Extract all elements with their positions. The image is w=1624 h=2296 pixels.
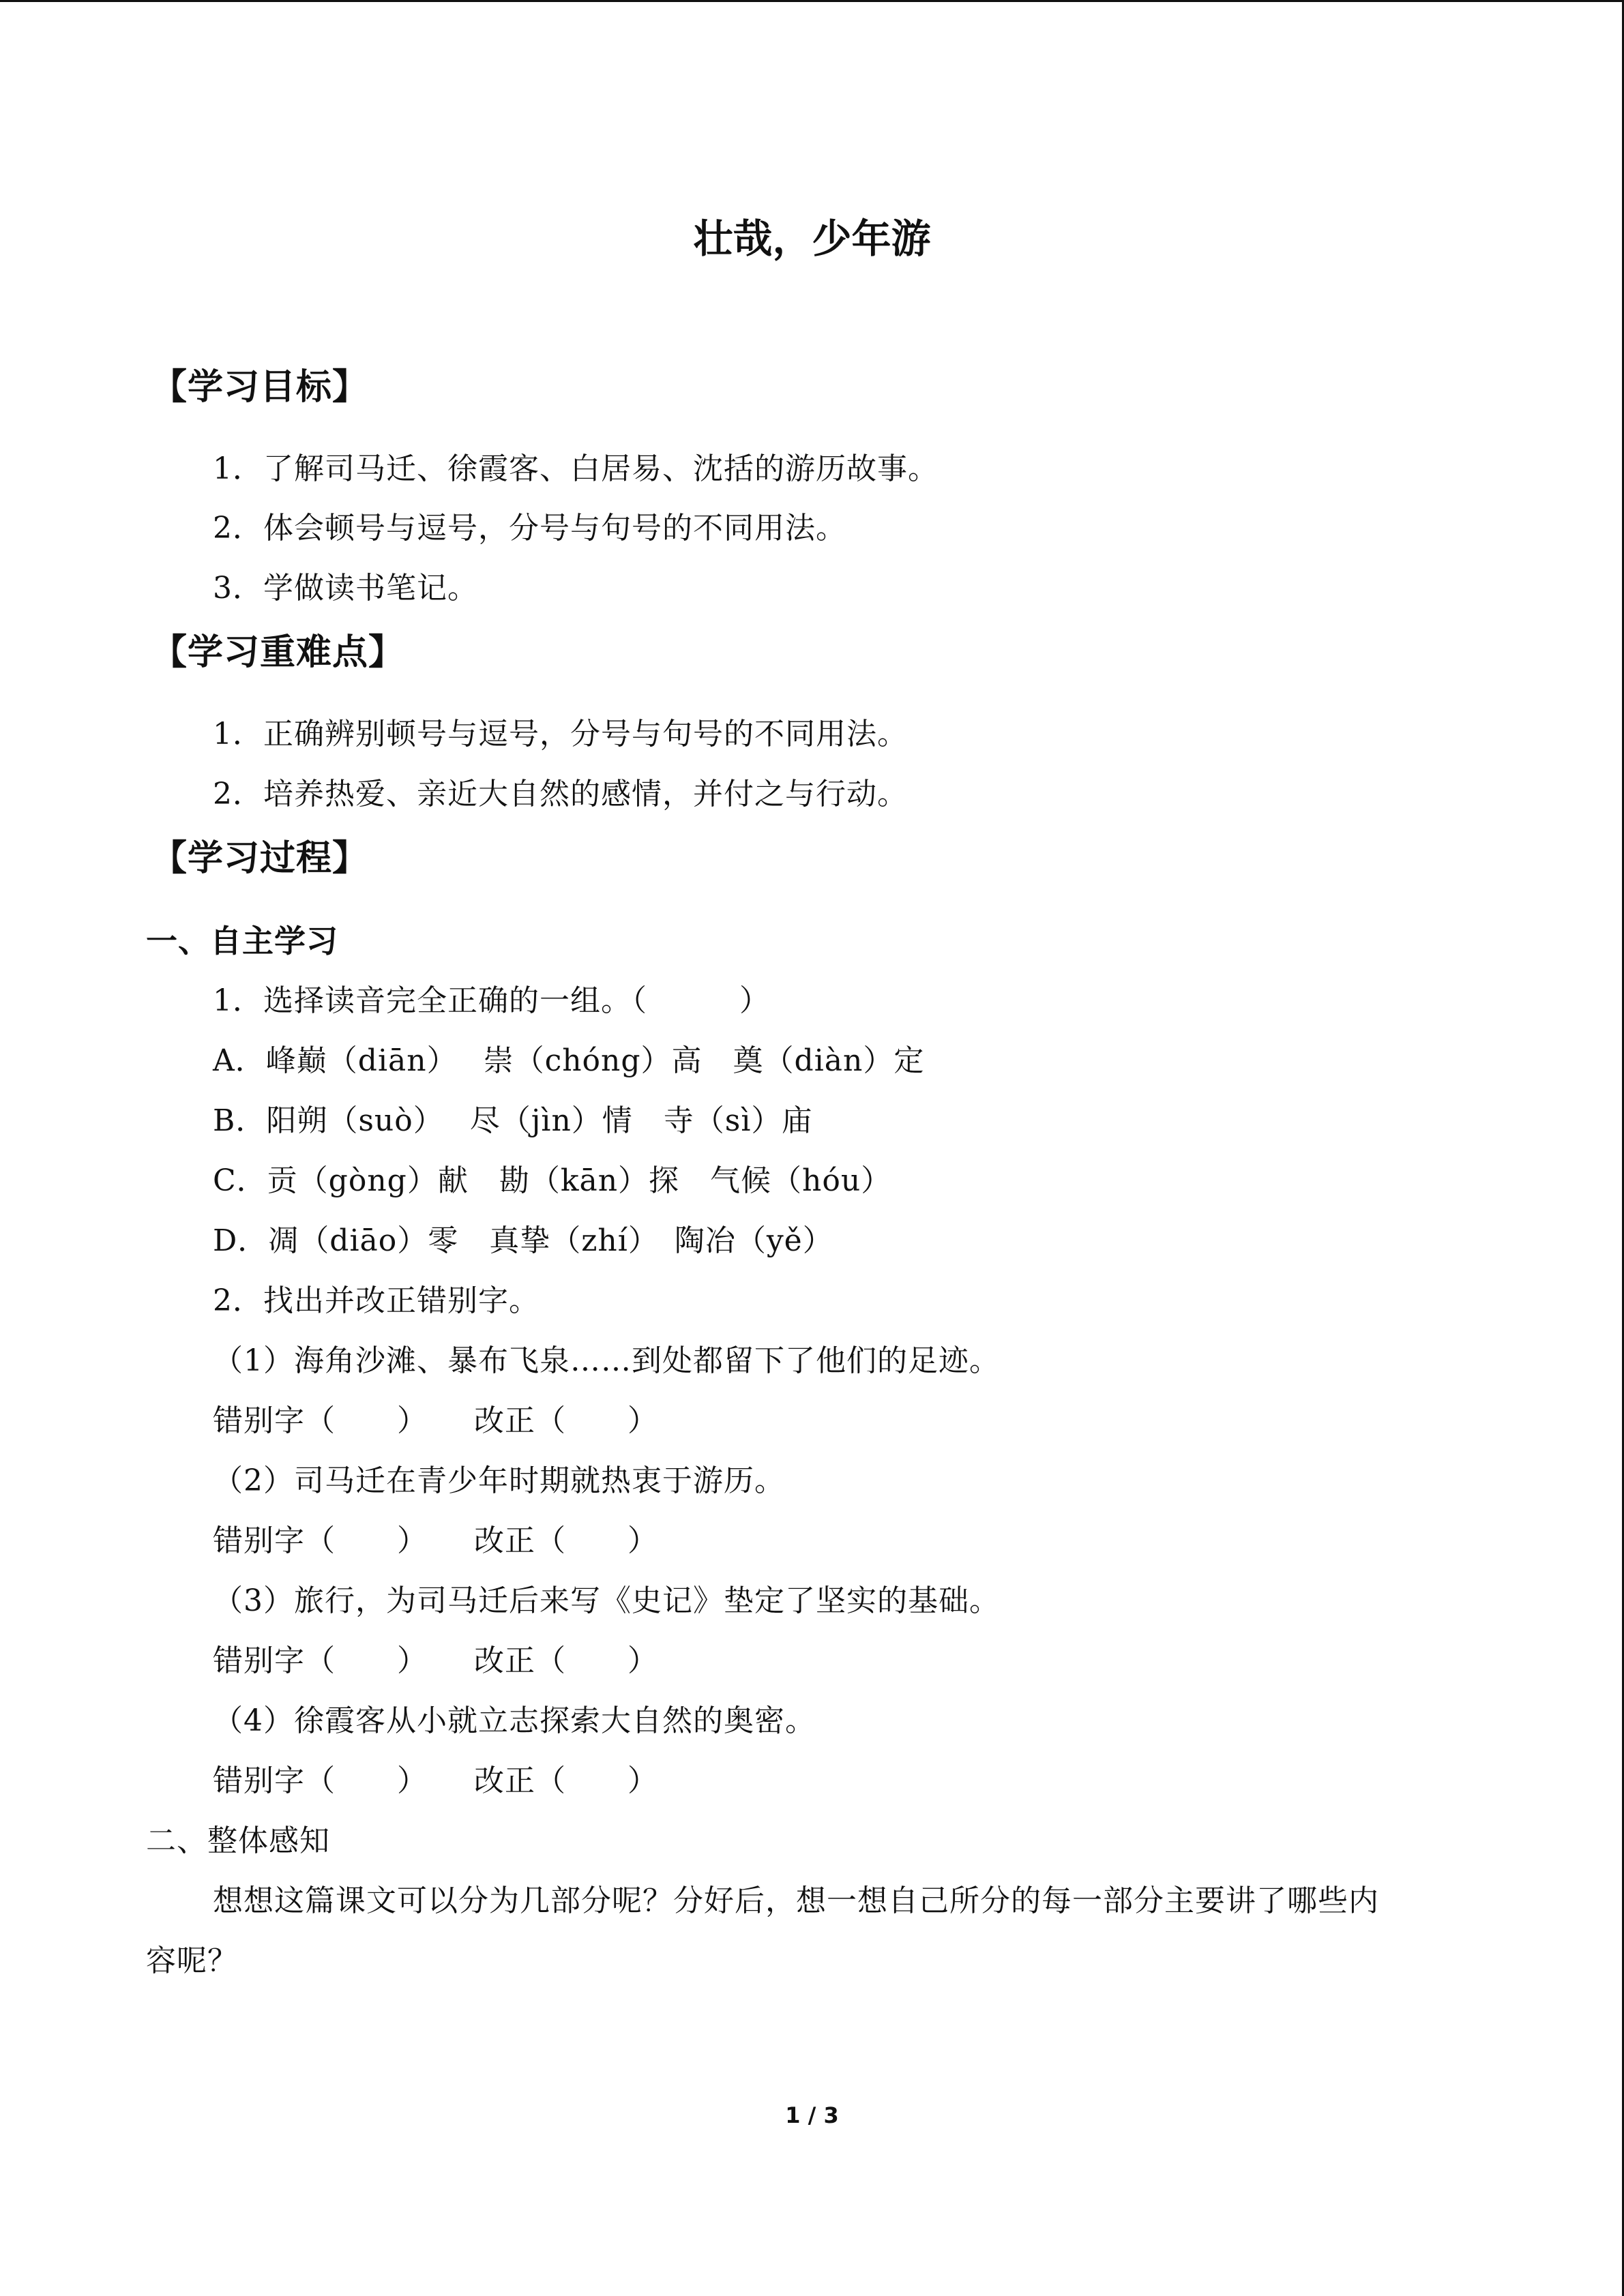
objectives-heading: 【学习目标】 [151, 367, 369, 408]
objective-item-1: 1．了解司马迁、徐霞客、白居易、沈括的游历故事。 [213, 451, 939, 486]
q2-item-1-answer: 错别字（ ） 改正（ ） [213, 1403, 658, 1438]
q2-item-1-sentence: （1）海角沙滩、暴布飞泉……到处都留下了他们的足迹。 [213, 1343, 1000, 1378]
q1-option-d: D．凋（diāo）零 真挚（zhí） 陶冶（yě） [213, 1223, 833, 1258]
key-point-item-1: 1．正确辨别顿号与逗号，分号与句号的不同用法。 [213, 717, 908, 751]
q1-stem: 1．选择读音完全正确的一组。（ ） [213, 983, 770, 1018]
objective-item-3: 3．学做读书笔记。 [213, 571, 478, 606]
page-title: 壮哉，少年游 [693, 215, 931, 262]
part2-paragraph-line-2: 容呢？ [146, 1943, 238, 1978]
q2-item-4-answer: 错别字（ ） 改正（ ） [213, 1763, 658, 1798]
objective-item-2: 2．体会顿号与逗号，分号与句号的不同用法。 [213, 511, 846, 546]
q2-stem: 2．找出并改正错别字。 [213, 1283, 540, 1318]
key-points-heading: 【学习重难点】 [151, 632, 405, 673]
q1-option-a: A．峰巅（diān） 崇（chóng）高 奠（diàn）定 [213, 1043, 925, 1078]
q2-item-4-sentence: （4）徐霞客从小就立志探索大自然的奥密。 [213, 1703, 816, 1738]
page-top-border [0, 0, 1624, 2]
q2-item-3-sentence: （3）旅行，为司马迁后来写《史记》垫定了坚实的基础。 [213, 1583, 1000, 1618]
q2-item-2-answer: 错别字（ ） 改正（ ） [213, 1523, 658, 1558]
q1-option-b: B．阳朔（suò） 尽（jìn）情 寺（sì）庙 [213, 1103, 813, 1138]
q2-item-3-answer: 错别字（ ） 改正（ ） [213, 1643, 658, 1678]
part2-heading: 二、整体感知 [146, 1823, 330, 1858]
key-point-item-2: 2．培养热爱、亲近大自然的感情，并付之与行动。 [213, 777, 908, 811]
page-number: 1 / 3 [785, 2102, 839, 2128]
q1-option-c: C．贡（gòng）献 勘（kān）探 气候（hóu） [213, 1163, 892, 1198]
q2-item-2-sentence: （2）司马迁在青少年时期就热衷于游历。 [213, 1463, 785, 1498]
part2-paragraph-line-1: 想想这篇课文可以分为几部分呢？分好后，想一想自己所分的每一部分主要讲了哪些内 [213, 1883, 1379, 1918]
part1-heading: 一、自主学习 [146, 923, 338, 959]
process-heading: 【学习过程】 [151, 838, 369, 879]
